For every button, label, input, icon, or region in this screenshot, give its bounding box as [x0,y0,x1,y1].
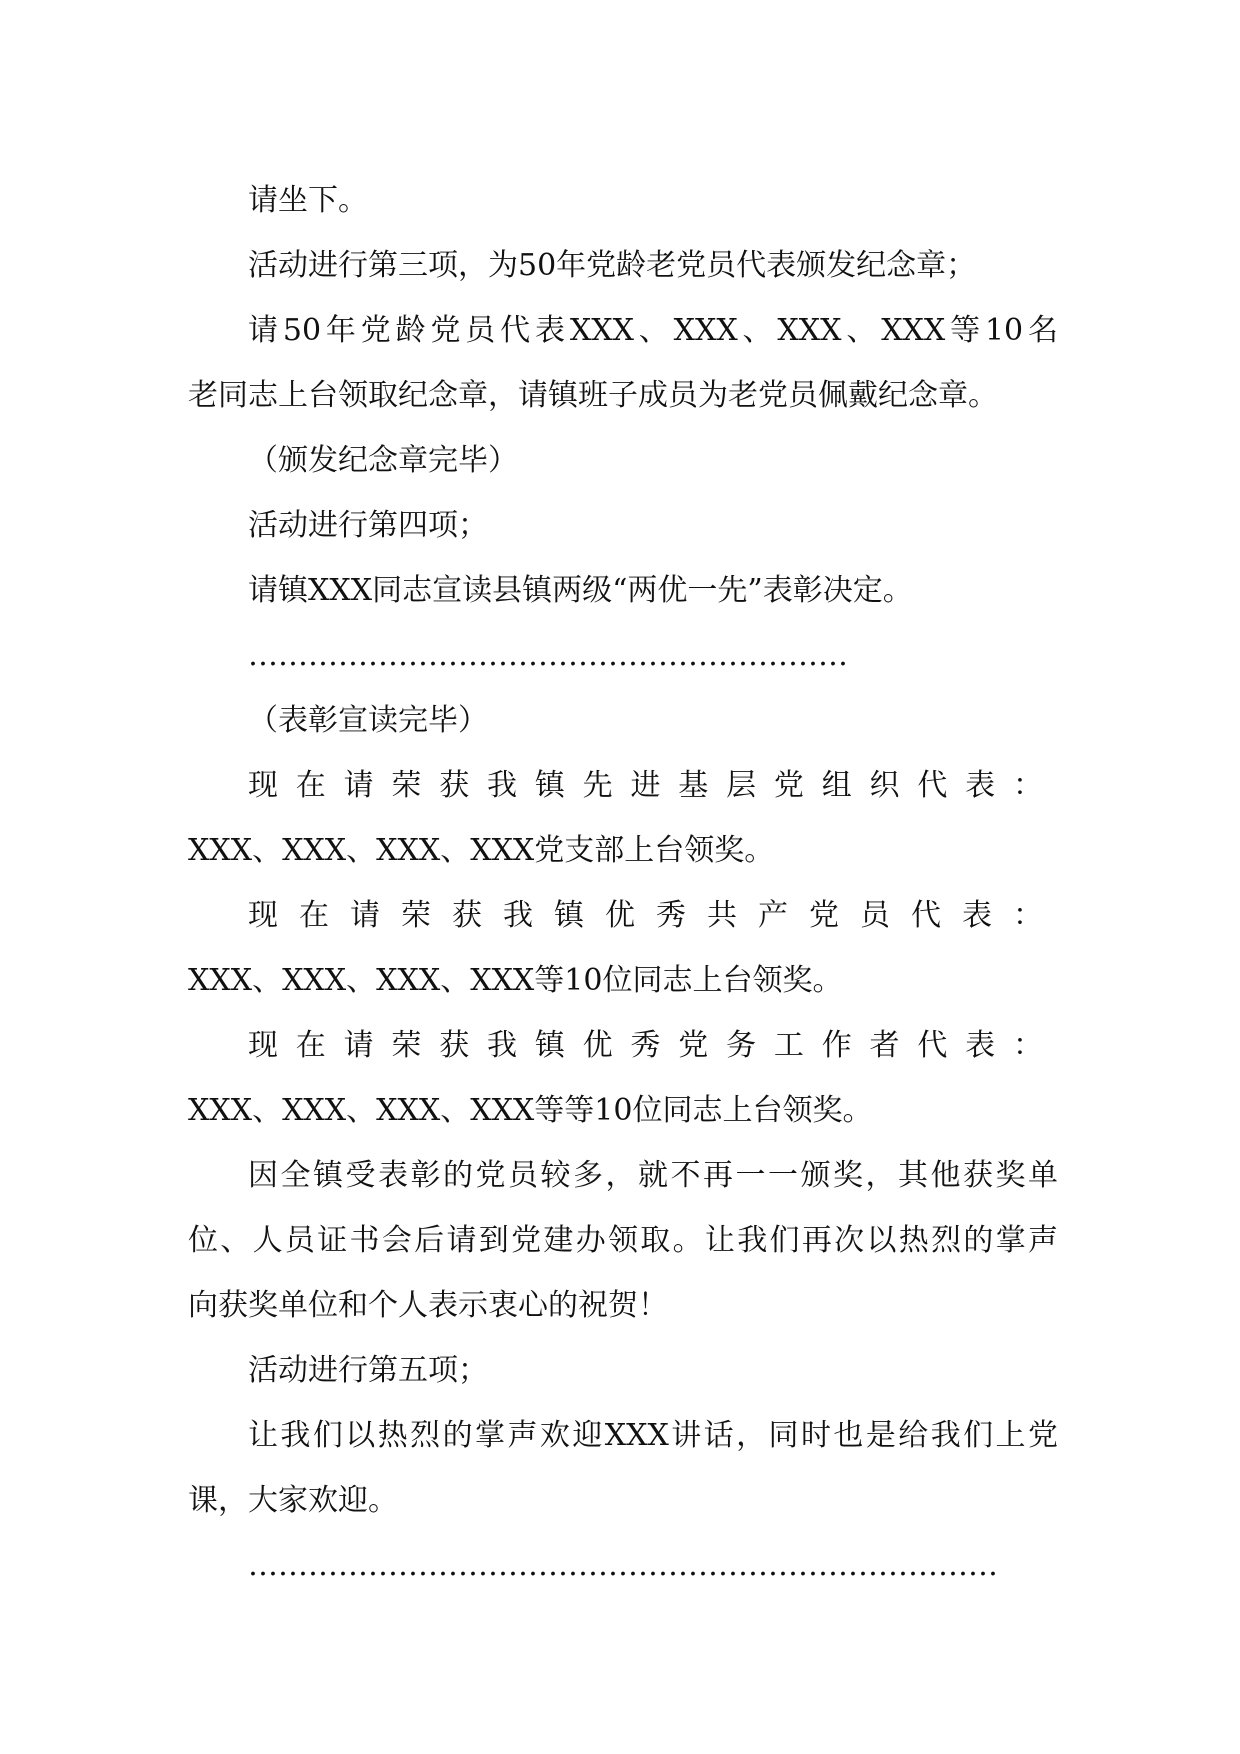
ellipsis-line-1: …………………………………………………… [248,638,848,673]
paragraph-1: 请坐下。 [248,183,368,218]
paragraph-13-line-2: 课，大家欢迎。 [188,1483,398,1518]
paragraph-6: 请镇XXX同志宣读县镇两级“两优一先”表彰决定。 [248,573,913,608]
paragraph-11-line-2: 位、人员证书会后请到党建办领取。让我们再次以热烈的掌声 [188,1223,1058,1258]
paragraph-2: 活动进行第三项，为50年党龄老党员代表颁发纪念章； [248,248,977,283]
paragraph-11-line-1: 因全镇受表彰的党员较多，就不再一一颁奖，其他获奖单 [248,1158,1058,1193]
paragraph-8-line-2: XXX、XXX、XXX、XXX党支部上台领奖。 [188,833,775,868]
paragraph-10-line-1: 现在请荣获我镇优秀党务工作者代表： [248,1028,1058,1063]
paragraph-9-line-2: XXX、XXX、XXX、XXX等10位同志上台领奖。 [188,963,843,998]
paragraph-3-line-1: 请50年党龄党员代表XXX、XXX、XXX、XXX等10名 [248,313,1058,348]
paragraph-11-line-3: 向获奖单位和个人表示衷心的祝贺！ [188,1288,668,1323]
paragraph-7: （表彰宣读完毕） [248,703,488,738]
paragraph-13-line-1: 让我们以热烈的掌声欢迎XXX讲话，同时也是给我们上党 [248,1418,1058,1453]
paragraph-4: （颁发纪念章完毕） [248,443,518,478]
paragraph-9-line-1: 现在请荣获我镇优秀共产党员代表： [248,898,1058,933]
paragraph-12: 活动进行第五项； [248,1353,488,1388]
paragraph-5: 活动进行第四项； [248,508,488,543]
paragraph-8-line-1: 现在请荣获我镇先进基层党组织代表： [248,768,1058,803]
paragraph-10-line-2: XXX、XXX、XXX、XXX等等10位同志上台领奖。 [188,1093,873,1128]
ellipsis-line-2: ………………………………………………………………… [248,1548,998,1583]
paragraph-3-line-2: 老同志上台领取纪念章，请镇班子成员为老党员佩戴纪念章。 [188,378,998,413]
document-body [188,168,1058,1598]
